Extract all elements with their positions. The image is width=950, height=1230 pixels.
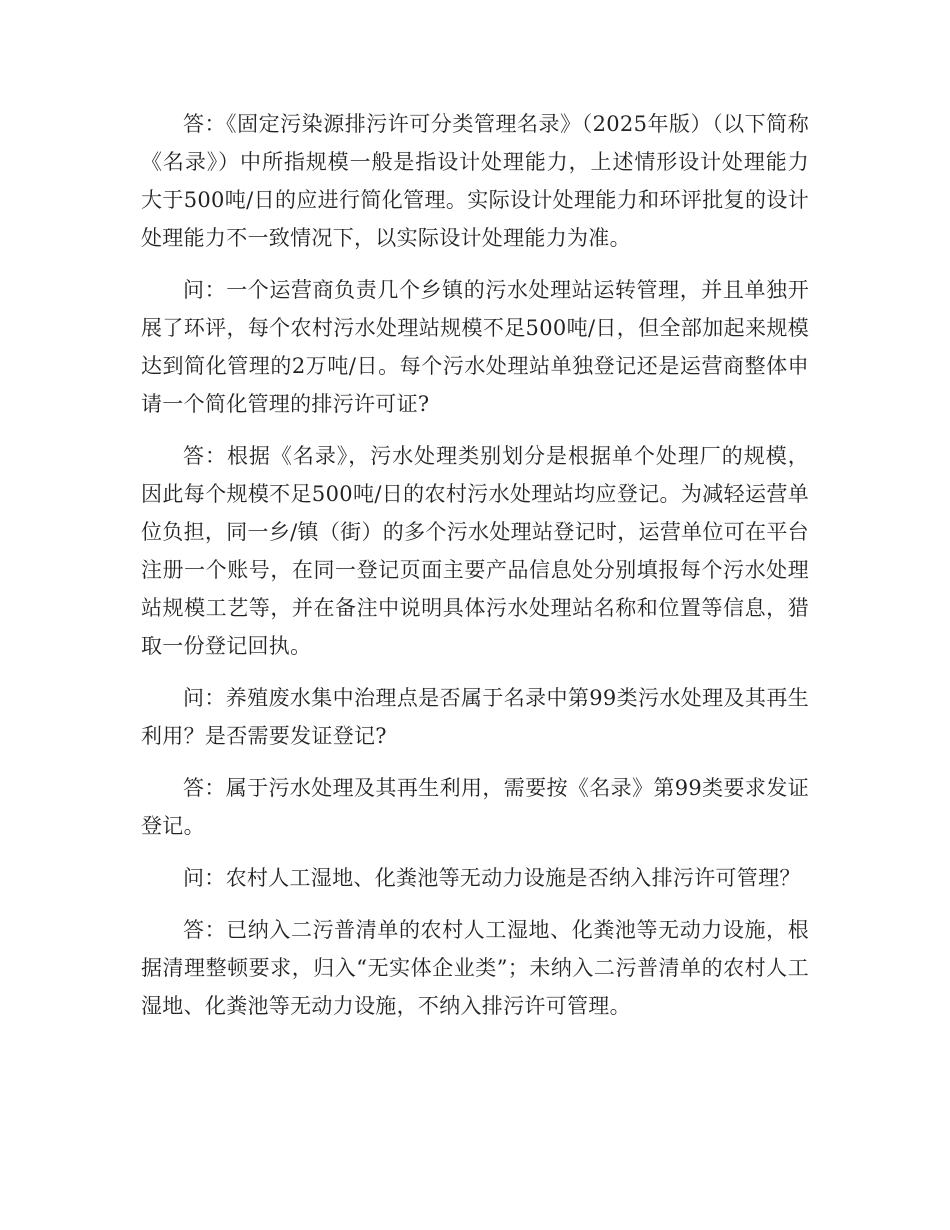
answer-paragraph-unpowered-facilities: 答：已纳入二污普清单的农村人工湿地、化粪池等无动力设施，根据清理整顿要求，归入“无实体企业类”；未纳入二污普清单的农村人工湿地、化粪池等无动力设施，不纳入排污许可管理。 <box>141 918 809 1018</box>
document-body <box>141 105 809 1039</box>
question-paragraph-breeding-wastewater: 问：养殖废水集中治理点是否属于名录中第99类污水处理及其再生利用？是否需要发证登记? <box>141 686 809 748</box>
answer-paragraph-scale-definition: 答：《固定污染源排污许可分类管理名录》（2025年版）（以下简称《名录》）中所指规模一般是指设计处理能力，上述情形设计处理能力大于500吨/日的应进行简化管理。实际设计处理能力和环评批复的设计处理能力不一致情况下，以实际设计处理能力为准。 <box>141 112 809 250</box>
answer-paragraph-breeding-wastewater: 答：属于污水处理及其再生利用，需要按《名录》第99类要求发证登记。 <box>141 776 809 838</box>
question-paragraph-unpowered-facilities: 问：农村人工湿地、化粪池等无动力设施是否纳入排污许可管理？ <box>183 866 801 890</box>
question-paragraph-operator-registration: 问：一个运营商负责几个乡镇的污水处理站运转管理，并且单独开展了环评，每个农村污水处理站规模不足500吨/日，但全部加起来规模达到简化管理的2万吨/日。每个污水处理站单独登记还是运营商整体申请一个简化管理的排污许可证? <box>141 278 809 416</box>
answer-paragraph-operator-registration: 答：根据《名录》，污水处理类别划分是根据单个处理厂的规模，因此每个规模不足500吨/日的农村污水处理站均应登记。为减轻运营单位负担，同一乡/镇（街）的多个污水处理站登记时，运营单位可在平台注册一个账号，在同一登记页面主要产品信息处分别填报每个污水处理站规模工艺等，并在备注中说明具体污水处理站名称和位置等信息，猎取一份登记回执。 <box>141 444 809 658</box>
